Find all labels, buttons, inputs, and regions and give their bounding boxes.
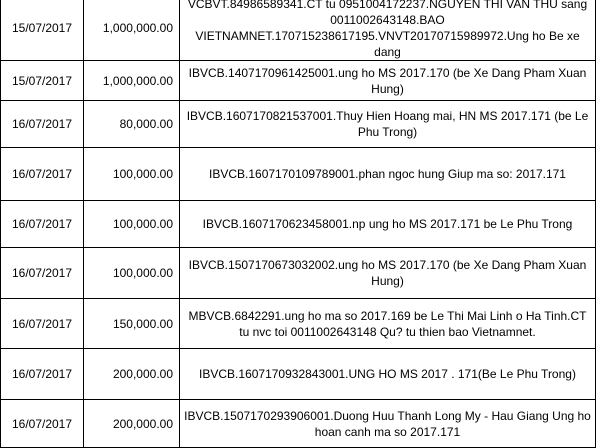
table-row (1, 201, 596, 248)
table-row (1, 400, 596, 448)
description-cell: IBVCB.1507170673032002.ung ho MS 2017.170 (be Xe Dang Pham Xuan Hung) (180, 248, 596, 299)
amount-cell: 150,000.00 (84, 299, 180, 349)
date-cell: 16/07/2017 (1, 349, 84, 400)
description-cell: VCBVT.84986589341.CT tu 0951004172237.NGUYEN THI VAN THU sang 0011002643148.BAO VIETNAMNET.170715238617195.VNVT20170715989972.Ung ho Be xe dang (180, 0, 596, 61)
date-cell: 16/07/2017 (1, 299, 84, 349)
date-cell: 15/07/2017 (1, 61, 84, 101)
table-row (1, 349, 596, 400)
table-row (1, 299, 596, 349)
description-cell: IBVCB.1407170961425001.ung ho MS 2017.170 (be Xe Dang Pham Xuan Hung) (180, 61, 596, 101)
amount-cell: 100,000.00 (84, 248, 180, 299)
date-cell: 16/07/2017 (1, 400, 84, 448)
table-row (1, 0, 596, 61)
date-cell: 16/07/2017 (1, 201, 84, 248)
amount-cell: 1,000,000.00 (84, 61, 180, 101)
description-cell: IBVCB.1607170821537001.Thuy Hien Hoang mai, HN MS 2017.171 (be Le Phu Trong) (180, 101, 596, 148)
amount-cell: 80,000.00 (84, 101, 180, 148)
date-cell: 16/07/2017 (1, 148, 84, 201)
description-cell: IBVCB.1607170109789001.phan ngoc hung Giup ma so: 2017.171 (180, 148, 596, 201)
table-row (1, 248, 596, 299)
description-cell: IBVCB.1607170623458001.np ung ho MS 2017.171 be Le Phu Trong (180, 201, 596, 248)
description-cell: MBVCB.6842291.ung ho ma so 2017.169 be Le Thi Mai Linh o Ha Tinh.CT tu nvc toi 0011002643148 Qu? tu thien bao Vietnamnet. (180, 299, 596, 349)
date-cell: 15/07/2017 (1, 0, 84, 61)
amount-cell: 1,000,000.00 (84, 0, 180, 61)
amount-cell: 100,000.00 (84, 148, 180, 201)
amount-cell: 200,000.00 (84, 349, 180, 400)
date-cell: 16/07/2017 (1, 101, 84, 148)
description-cell: IBVCB.1607170932843001.UNG HO MS 2017 . 171(Be Le Phu Trong) (180, 349, 596, 400)
date-cell: 16/07/2017 (1, 248, 84, 299)
table-row (1, 148, 596, 201)
amount-cell: 200,000.00 (84, 400, 180, 448)
description-cell: IBVCB.1507170293906001.Duong Huu Thanh Long My - Hau Giang Ung ho hoan canh ma so 2017.171 (180, 400, 596, 448)
table-row (1, 101, 596, 148)
table-row (1, 61, 596, 101)
amount-cell: 100,000.00 (84, 201, 180, 248)
